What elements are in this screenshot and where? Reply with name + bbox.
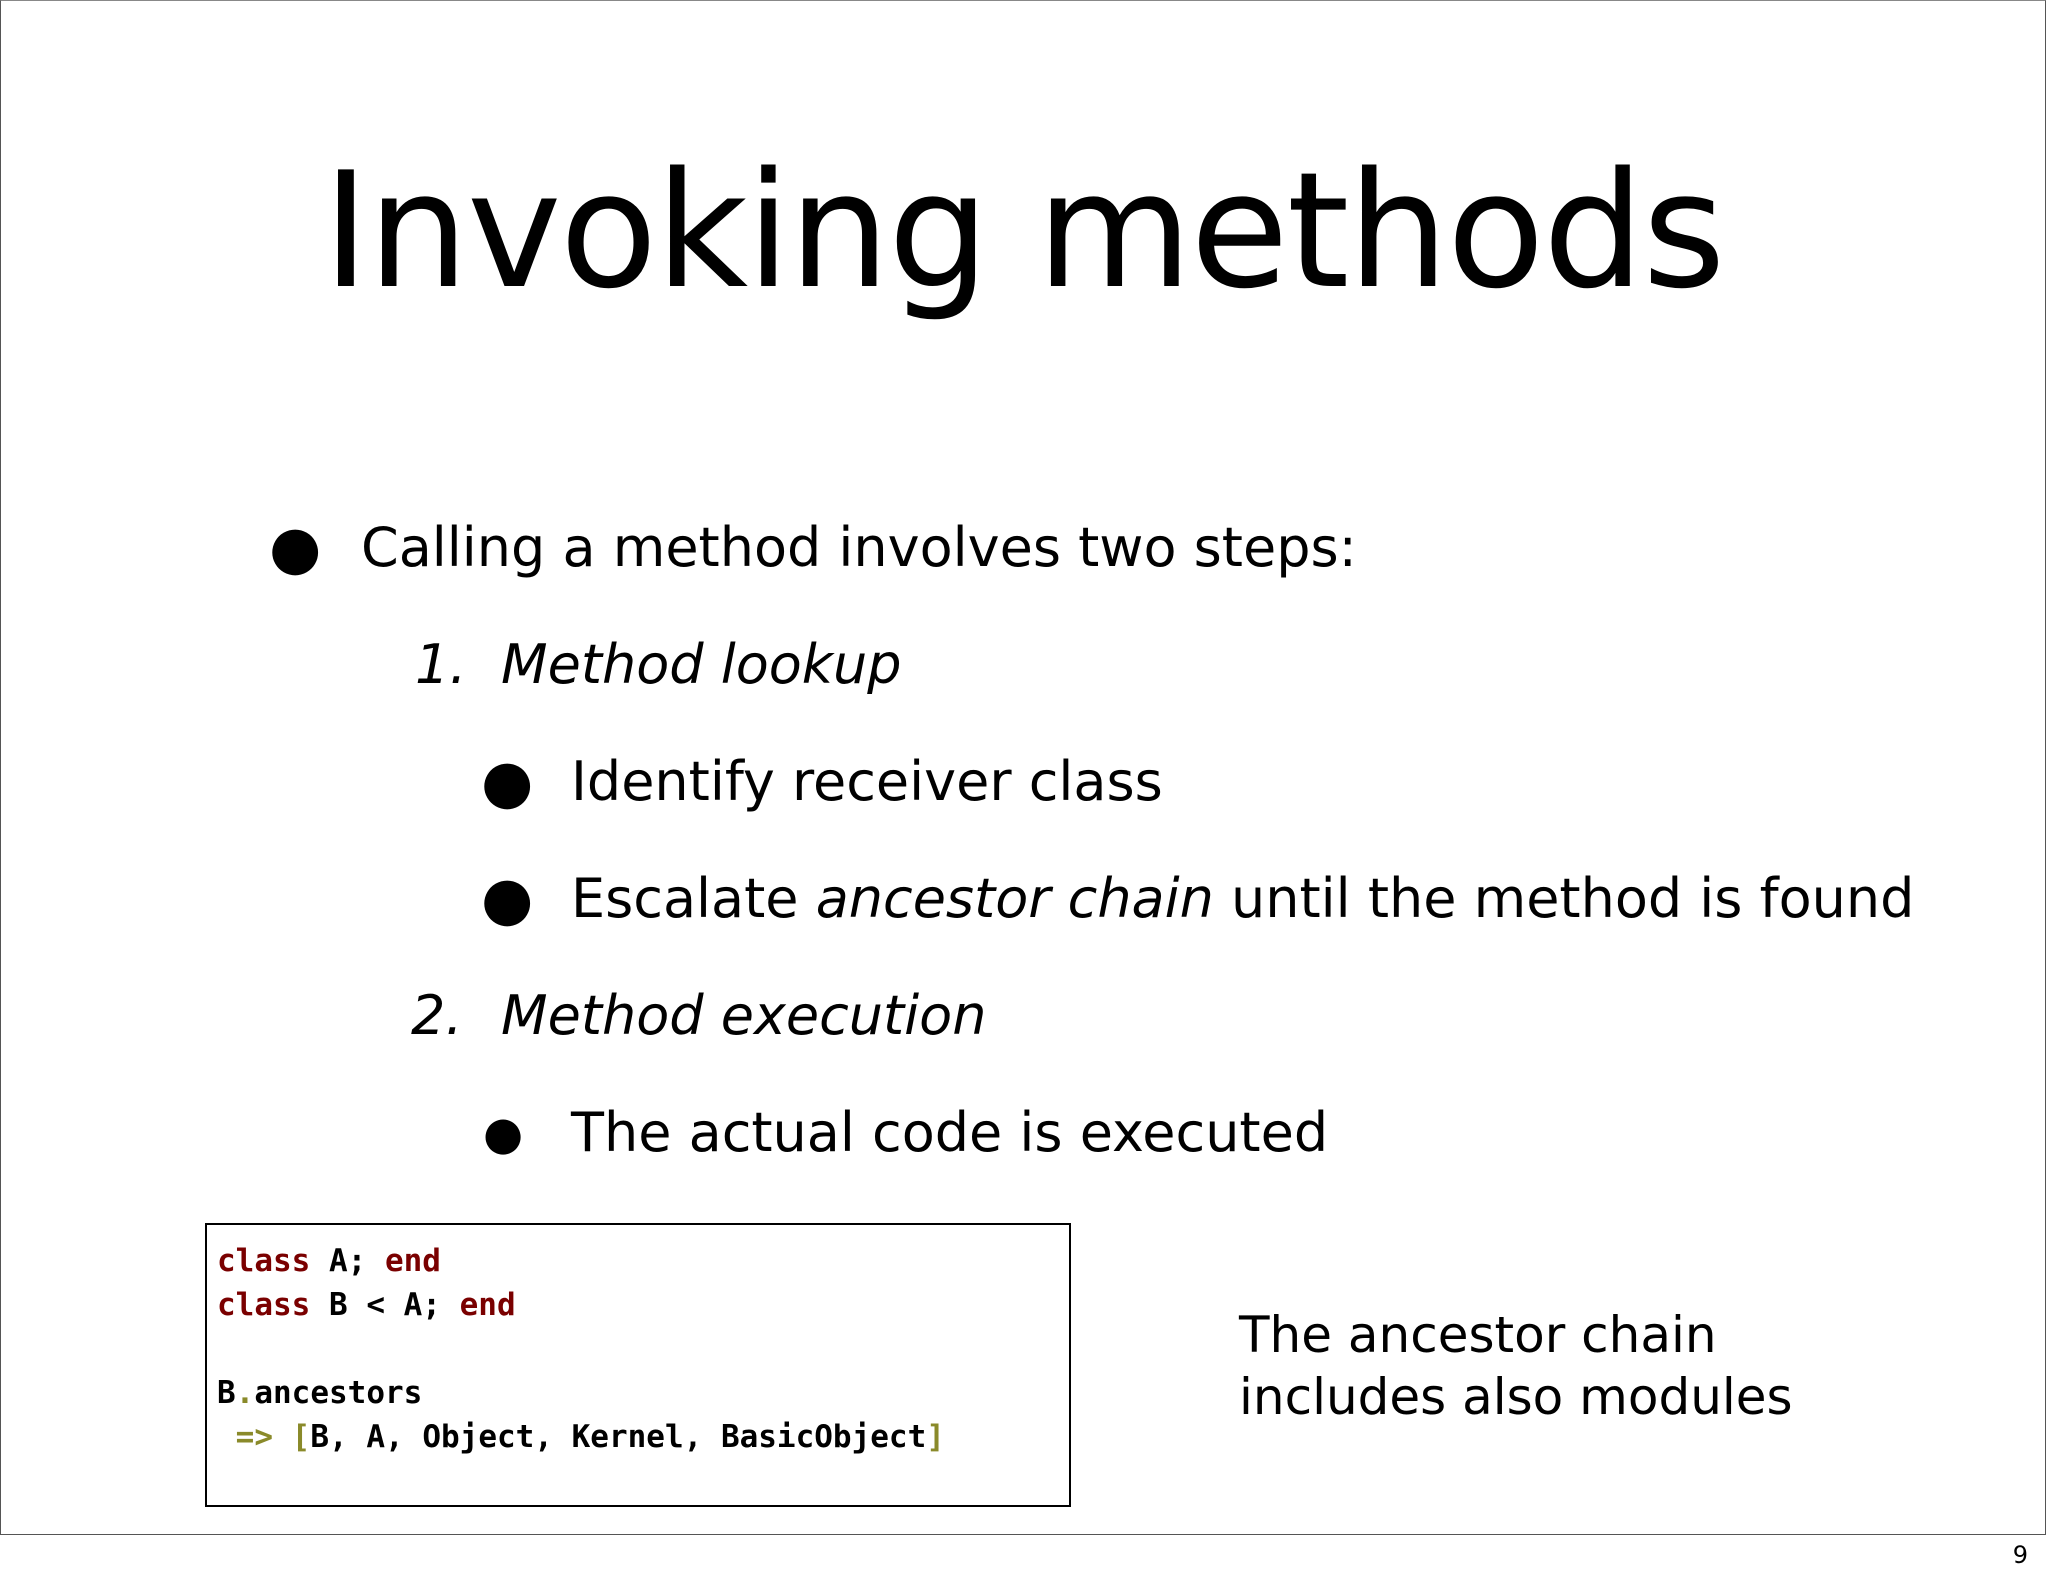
ancestor-chain-note: [1239, 1304, 1793, 1428]
note-line: includes also modules: [1239, 1368, 1793, 1426]
page-number: 9: [2012, 1541, 2028, 1569]
bullet-calling-method: Calling a method involves two steps:: [361, 516, 1357, 579]
code-operator: =>: [235, 1419, 273, 1455]
code-text: A;: [310, 1243, 385, 1279]
note-line: The ancestor chain: [1239, 1306, 1717, 1364]
bullet-dot: ●: [269, 513, 322, 583]
bullet-dot: ●: [483, 1106, 524, 1160]
code-text: B < A;: [310, 1287, 460, 1323]
sub-bullet-identify-receiver: Identify receiver class: [571, 750, 1163, 813]
code-text: ancestors: [254, 1375, 423, 1411]
code-keyword: class: [217, 1243, 311, 1279]
step-1-label: Method lookup: [501, 633, 902, 696]
escalate-text: Escalate: [571, 867, 816, 930]
sub-bullet-code-executed: The actual code is executed: [571, 1101, 1329, 1164]
code-operator: .: [235, 1375, 255, 1411]
code-snippet: [205, 1223, 1071, 1507]
bullet-dot: ●: [481, 864, 534, 934]
code-text: B, A, Object, Kernel, BasicObject: [310, 1419, 927, 1455]
code-text: B: [217, 1375, 236, 1411]
ancestor-chain-emphasis: ancestor chain: [815, 867, 1214, 930]
step-2-label: Method execution: [501, 984, 987, 1047]
until-found-text: until the method is found: [1213, 867, 1915, 930]
slide-title: Invoking methods: [322, 137, 1724, 324]
sub-bullet-escalate-chain: [571, 866, 1914, 932]
code-operator: ]: [926, 1419, 945, 1455]
code-keyword: end: [459, 1287, 516, 1323]
code-keyword: class: [217, 1287, 311, 1323]
step-1-number: 1.: [415, 633, 467, 696]
code-operator: [: [291, 1419, 311, 1455]
bullet-dot: ●: [481, 747, 534, 817]
step-2-number: 2.: [411, 984, 463, 1047]
code-keyword: end: [384, 1243, 441, 1279]
